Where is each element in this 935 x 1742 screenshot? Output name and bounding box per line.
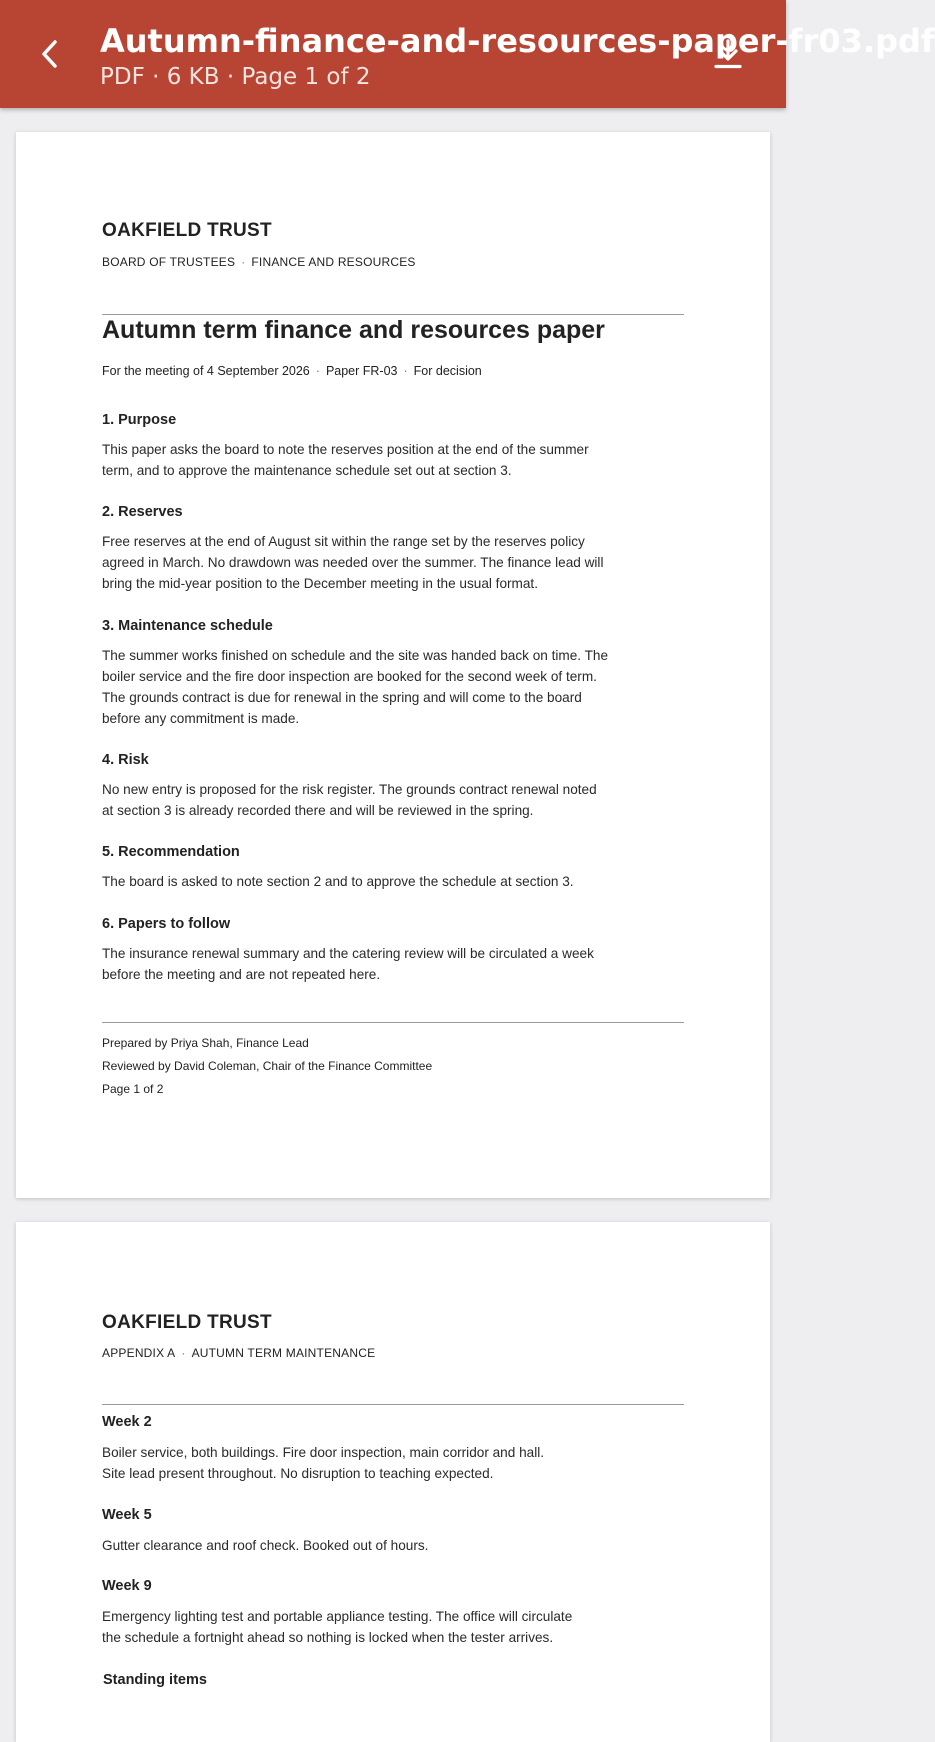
schedule-body — [102, 1442, 642, 1484]
org-subtitle-committee: FINANCE AND RESOURCES — [251, 255, 416, 269]
paper-ref: Paper FR-03 — [325, 364, 398, 378]
text-line: No new entry is proposed for the risk register. The grounds contract renewal noted — [102, 782, 597, 797]
section-heading: 5. Recommendation — [102, 844, 240, 860]
section-body — [102, 943, 642, 985]
section-body — [102, 779, 642, 821]
schedule-body — [102, 1606, 642, 1648]
back-arrow-icon — [38, 39, 62, 69]
org-name: OAKFIELD TRUST — [102, 1312, 272, 1333]
reviewed-by: Reviewed by David Coleman, Chair of the Finance Committee — [102, 1059, 433, 1073]
text-line: bring the mid-year position to the December meeting in the usual format. — [102, 576, 538, 591]
prepared-by: Prepared by Priya Shah, Finance Lead — [102, 1036, 309, 1050]
text-line: Free reserves at the end of August sit within the range set by the reserves policy — [102, 534, 585, 549]
section-body — [102, 871, 642, 892]
org-subtitle: BOARD OF TRUSTEES · FINANCE AND RESOURCES — [102, 255, 416, 269]
appendix-label: APPENDIX A — [102, 1346, 176, 1360]
schedule-body — [102, 1535, 642, 1556]
text-line: Gutter clearance and roof check. Booked out of hours. — [102, 1538, 429, 1553]
text-line: the schedule a fortnight ahead so nothing is locked when the tester arrives. — [102, 1630, 554, 1645]
divider — [102, 1022, 684, 1023]
meeting-date: For the meeting of 4 September 2026 — [102, 364, 310, 378]
text-line: agreed in March. No drawdown was needed over the summer. The finance lead will — [102, 555, 604, 570]
download-button[interactable] — [700, 30, 756, 78]
meeting-meta: For the meeting of 4 September 2026 · Paper FR-03 · For decision — [102, 364, 482, 378]
back-button[interactable] — [30, 30, 70, 78]
text-line: Boiler service, both buildings. Fire door inspection, main corridor and hall. — [102, 1445, 545, 1460]
page-title: Autumn term finance and resources paper — [102, 316, 605, 344]
page-number: Page 1 of 2 — [102, 1082, 164, 1096]
download-icon — [713, 38, 743, 70]
text-line: Site lead present throughout. No disruption to teaching expected. — [102, 1466, 494, 1481]
text-line: before any commitment is made. — [102, 711, 300, 726]
schedule-heading: Standing items — [103, 1672, 207, 1688]
text-line: This paper asks the board to note the reserves position at the end of the summer — [102, 442, 589, 457]
schedule-heading: Week 2 — [102, 1414, 152, 1430]
text-line: The summer works finished on schedule and the site was handed back on time. The — [102, 648, 609, 663]
divider — [102, 1404, 684, 1405]
org-name: OAKFIELD TRUST — [102, 220, 272, 241]
text-line: The grounds contract is due for renewal in the spring and will come to the board — [102, 690, 582, 705]
section-heading: 4. Risk — [102, 752, 149, 768]
section-body — [102, 645, 642, 729]
document-subtitle: PDF · 6 KB · Page 1 of 2 — [100, 64, 371, 90]
paper-status: For decision — [413, 364, 482, 378]
app-bar — [0, 0, 935, 108]
text-line: Emergency lighting test and portable appliance testing. The office will circulate — [102, 1609, 573, 1624]
section-heading: 6. Papers to follow — [102, 916, 231, 932]
text-line: term, and to approve the maintenance schedule set out at section 3. — [102, 463, 512, 478]
text-line: before the meeting and are not repeated here. — [102, 967, 381, 982]
schedule-heading: Week 5 — [102, 1507, 152, 1523]
org-subtitle: APPENDIX A · AUTUMN TERM MAINTENANCE — [102, 1346, 376, 1360]
pdf-page-1 — [16, 132, 770, 1198]
text-line: boiler service and the fire door inspection are booked for the second week of term. — [102, 669, 597, 684]
section-body — [102, 439, 642, 481]
section-heading: 2. Reserves — [102, 504, 183, 520]
section-heading: 1. Purpose — [102, 412, 177, 428]
org-subtitle-board: BOARD OF TRUSTEES — [102, 255, 236, 269]
text-line: at section 3 is already recorded there and will be reviewed in the spring. — [102, 803, 534, 818]
pdf-page-2 — [16, 1222, 770, 1742]
section-body — [102, 531, 642, 594]
schedule-heading: Week 9 — [102, 1578, 152, 1594]
divider — [102, 314, 684, 315]
text-line: The board is asked to note section 2 and to approve the schedule at section 3. — [102, 874, 574, 889]
text-line: The insurance renewal summary and the catering review will be circulated a week — [102, 946, 594, 961]
appendix-title: AUTUMN TERM MAINTENANCE — [191, 1346, 376, 1360]
section-heading: 3. Maintenance schedule — [102, 618, 273, 634]
document-title: Autumn-finance-and-resources-paper-fr03.pdf — [100, 22, 935, 60]
